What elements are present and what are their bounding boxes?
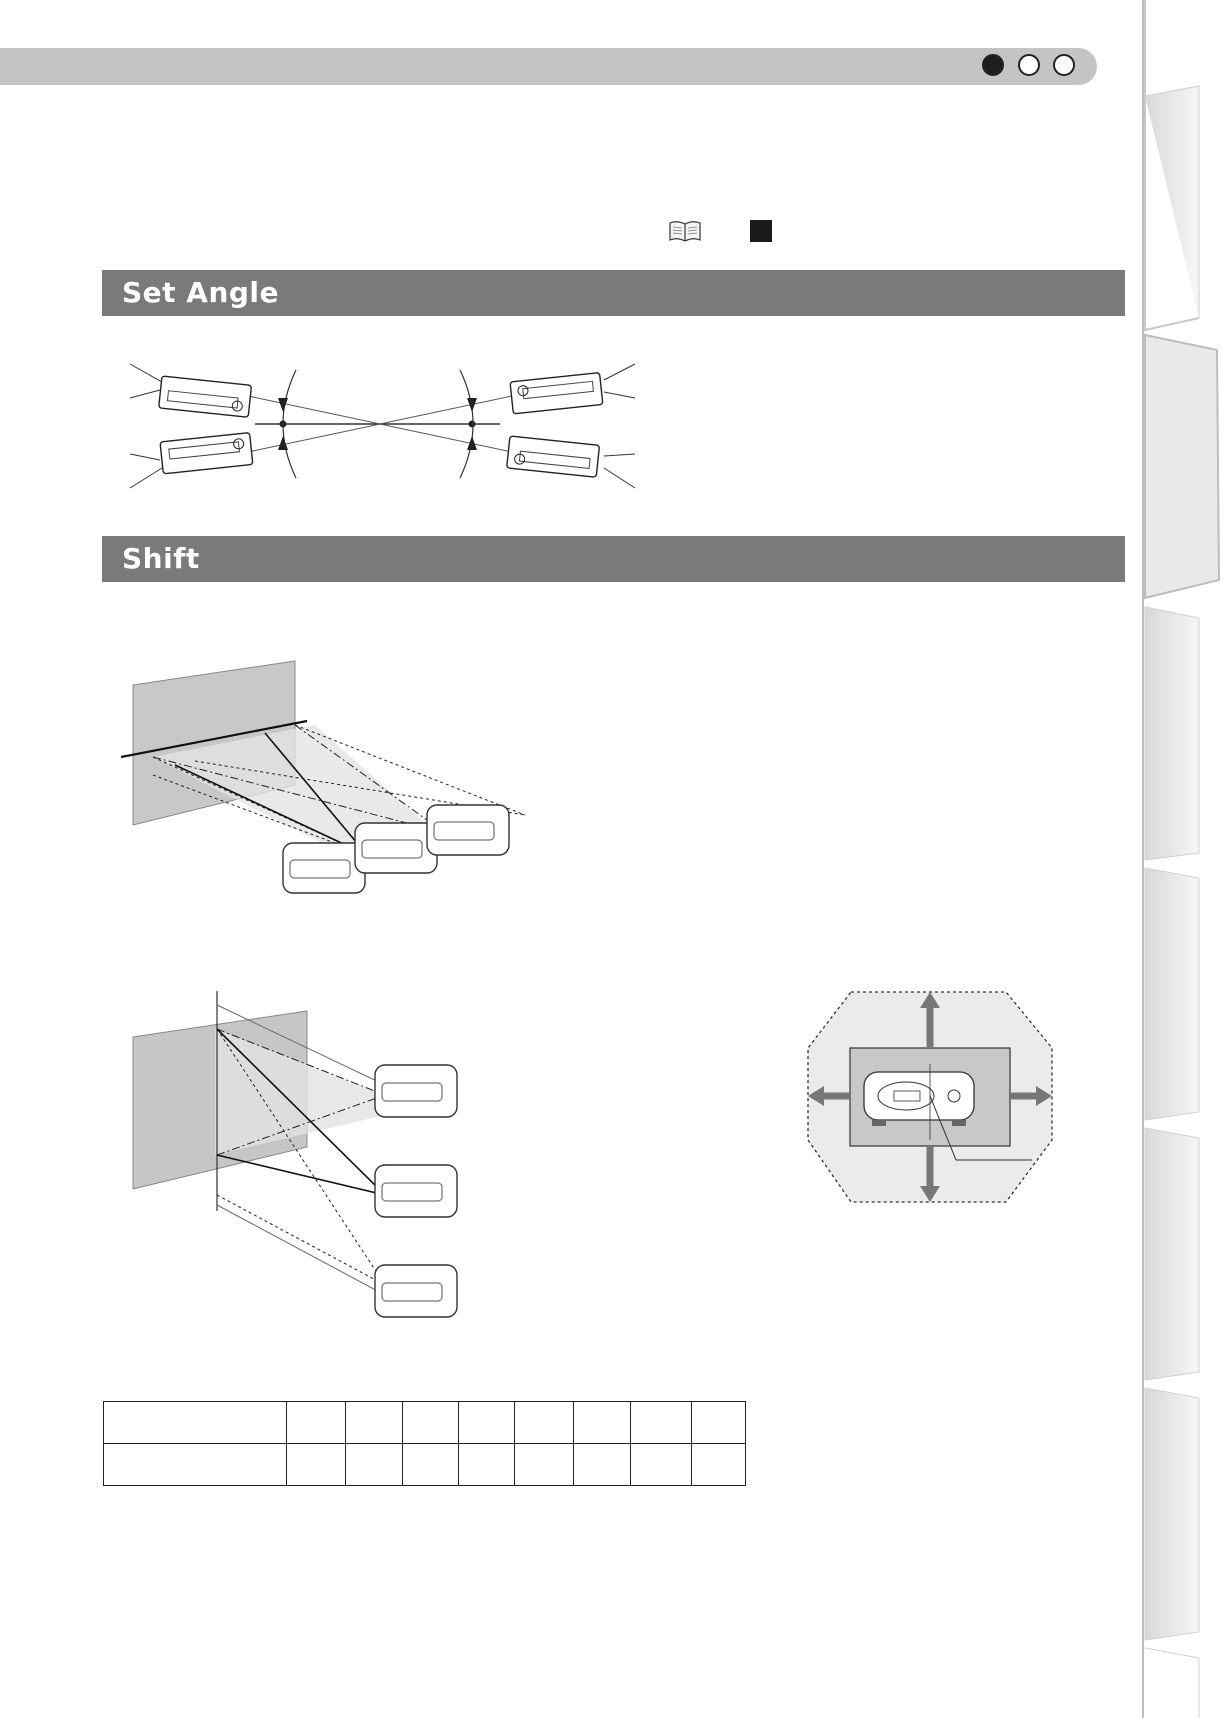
table-cell (104, 1444, 287, 1486)
table-row (104, 1402, 746, 1444)
table-cell (692, 1444, 746, 1486)
table-cell (346, 1402, 403, 1444)
chapter-tab-sidebar (1133, 0, 1225, 1718)
section-title: Set Angle (122, 276, 280, 309)
set-angle-diagram (120, 350, 645, 500)
horizontal-shift-diagram (115, 655, 525, 915)
projector-icon (427, 805, 509, 855)
table-row (104, 1444, 746, 1486)
section-title: Shift (122, 542, 200, 575)
section-header-set-angle (102, 270, 1125, 316)
projector-icon (283, 843, 365, 893)
table-cell (574, 1444, 631, 1486)
projector-icon (375, 1165, 457, 1217)
black-square-icon (750, 220, 772, 242)
section-header-shift (102, 536, 1125, 582)
table-cell (459, 1402, 515, 1444)
projector-icon (375, 1065, 457, 1117)
book-icon (668, 220, 702, 242)
table-cell (403, 1444, 459, 1486)
page-indicator-empty-icon (1053, 54, 1075, 76)
table-cell (459, 1444, 515, 1486)
table-cell (631, 1402, 692, 1444)
table-cell (574, 1402, 631, 1444)
table-cell (104, 1402, 287, 1444)
table-cell (692, 1402, 746, 1444)
header-bar (0, 48, 1097, 85)
page-indicator-filled-icon (982, 54, 1004, 76)
table-cell (287, 1402, 346, 1444)
page-indicator-empty-icon (1018, 54, 1040, 76)
table-cell (403, 1402, 459, 1444)
table-cell (515, 1444, 574, 1486)
table-cell (515, 1402, 574, 1444)
table-cell (346, 1444, 403, 1486)
projector-icon (375, 1265, 457, 1317)
table-cell (287, 1444, 346, 1486)
table-cell (631, 1444, 692, 1486)
vertical-shift-diagram (115, 985, 485, 1340)
lens-shift-range-diagram (806, 990, 1056, 1205)
projector-icon (355, 823, 437, 873)
shift-spec-table (103, 1401, 746, 1486)
